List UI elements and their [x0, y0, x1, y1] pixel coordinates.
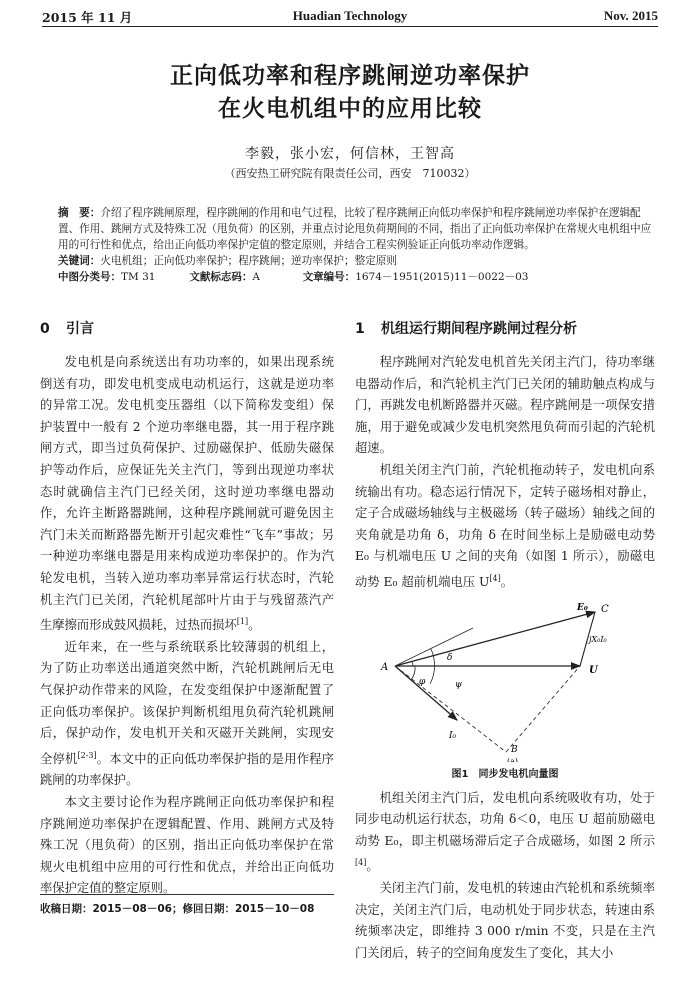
label-jxi: jX₀I₀: [589, 634, 607, 644]
section-1-title: 机组运行期间程序跳闸过程分析: [381, 321, 577, 337]
left-column: [40, 318, 334, 900]
section-0-number: 0: [40, 321, 50, 337]
e0-vector: [395, 612, 595, 666]
paper-title: [40, 60, 660, 126]
keywords-text: 火电机组；正向低功率保护；程序跳闸；逆功率保护；整定原则: [100, 255, 397, 267]
section-0-title: 引言: [66, 321, 94, 337]
running-header: [42, 6, 658, 26]
section-1-paragraph-2: [355, 460, 655, 594]
intro-p2-end: 。本文中的正向低功率保护指的是用作程序跳闸的功率保护。: [40, 751, 334, 788]
keywords-label: 关键词：: [58, 255, 101, 267]
received-date-footnote: 收稿日期：2015－08－06；修回日期：2015－10－08: [40, 894, 334, 916]
abstract-block: [58, 205, 652, 285]
label-delta: δ: [447, 652, 453, 663]
label-psi: ψ: [455, 679, 463, 690]
citation: [2-3]: [77, 750, 97, 760]
label-e0: E₀: [577, 602, 588, 613]
section-1-paragraph-1: 程序跳闸对汽轮发电机首先关闭主汽门，待功率继电器动作后，和汽轮机主汽门已关闭的辅助触点构成与门，再跳发电机断路器并灭磁。程序跳闸是一项保安措施，用于避免或减少发电机突然甩负荷而引起的汽轮机超速。: [355, 355, 655, 456]
label-a: A: [381, 661, 389, 673]
intro-p1-end: 。: [248, 618, 261, 633]
section-0-heading: [40, 318, 334, 340]
label-u: U: [589, 664, 598, 676]
label-phi: φ: [419, 676, 426, 687]
section-1-number: 1: [355, 321, 365, 337]
section-1-paragraph-3: [355, 788, 655, 878]
label-b: B: [511, 744, 518, 755]
section-1-paragraph-4: 关闭主汽门前，发电机的转速由汽轮机和系统频率决定，关闭主汽门后，电动机处于同步状态，转速由系统频率决定，即维持 3 000 r/min 不变，只是在主汽门关闭后，转子的空间角度发生了变化，其大小: [355, 881, 655, 960]
header-date: 2015 年 11 月: [42, 10, 133, 25]
citation: [1]: [236, 617, 249, 627]
header-date-en: Nov. 2015: [603, 8, 658, 23]
classification-line: [58, 269, 652, 285]
citation: [4]: [355, 858, 367, 868]
title-line-2: 在火电机组中的应用比较: [218, 96, 482, 122]
intro-paragraph-1: [40, 352, 334, 637]
affiliation: （西安热工研究院有限责任公司，西安 710032）: [224, 167, 476, 180]
keywords: [58, 253, 652, 269]
figure-1-phasor-diagram: [355, 602, 655, 762]
right-column: [355, 318, 655, 964]
authors: 李毅，张小宏，何信林，王智高: [245, 146, 455, 162]
dashed-line-bu: [506, 666, 580, 752]
header-journal: Huadian Technology: [292, 8, 408, 23]
i0-vector: [395, 666, 457, 720]
label-c: C: [601, 603, 609, 615]
s1-p3-end: 。: [366, 859, 379, 874]
intro-paragraph-2: [40, 637, 334, 792]
sub-label: (a): [507, 756, 519, 762]
clc-value: TM 31: [121, 271, 156, 283]
label-i0: I₀: [449, 730, 457, 741]
intro-p2-text: 近年来，在一些与系统联系比较薄弱的机组上，为了防止功率送出通道突然中断，汽轮机跳闸后无电气保护动作带来的风险，在发变组保护中逐渐配置了正向低功率保护。该保护判断机组甩负荷汽轮机跳闸后，保护动作，发电机开关和灭磁开关跳闸，实现安全停机: [40, 639, 334, 766]
s1-p3-text: 机组关闭主汽门后，发电机向系统吸收有功，处于同步电动机运行状态，功角 δ＜0，电压 U 超前励磁电动势 E₀，即主机磁场滞后定子合成磁场，如图 2 所示: [355, 790, 655, 848]
intro-paragraph-3: 本文主要讨论作为程序跳闸正向低功率保护和程序跳闸逆功率保护在逻辑配置、作用、跳闸方式及特殊工况（甩负荷）的区别，指出正向低功率保护在常规火电机组中应用的可行性和优点，并给出正向低功率保护定值的整定原则。: [40, 795, 334, 896]
clc-label: 中图分类号：: [58, 271, 121, 283]
citation: [4]: [489, 573, 501, 583]
doc-code-value: A: [252, 271, 260, 283]
section-1-heading: [355, 318, 655, 340]
s1-p2-text: 机组关闭主汽门前，汽轮机拖动转子，发电机向系统输出有功。稳态运行情况下，定转子磁场相对静止，定子合成磁场轴线与主极磁场（转子磁场）轴线之间的夹角就是功角 δ，功角 δ 在时间坐标上是励磁电动势 E₀ 与机端电压 U 之间的夹角（如图 1 所示），励磁电动势 E₀ 超前机端电压 U: [355, 462, 655, 590]
s1-p2-end: 。: [500, 575, 514, 590]
article-no-label: 文章编号：: [302, 271, 356, 283]
header-rule: [42, 26, 658, 27]
phasor-diagram-svg: [355, 602, 655, 762]
doc-code-label: 文献标志码：: [189, 271, 253, 283]
abstract-text: 介绍了程序跳闸原理，程序跳闸的作用和电气过程，比较了程序跳闸正向低功率保护和程序跳闸逆功率保护在逻辑配置、作用、跳闸方式及特殊工况（甩负荷）的区别，并重点讨论甩负荷期间的不同，指出了正向低功率保护在常规火电机组中应用的可行性和优点，给出正向低功率保护定值的整定原则，并结合工程实例验证正向低功率动作逻辑。: [58, 207, 652, 251]
title-line-1: 正向低功率和程序跳闸逆功率保护: [170, 63, 530, 89]
figure-1-caption: 图1 同步发电机向量图: [451, 768, 559, 780]
phi-arc: [411, 666, 415, 680]
abstract: [58, 205, 652, 253]
intro-p1-text: 发电机是向系统送出有功功率的，如果出现系统倒送有功，即发电机变成电动机运行，这就是逆功率的异常工况。发电机变压器组（以下简称发变组）保护装置中一般有 2 个逆功率继电器，其一用于程序跳闸方式，即当过负荷保护、过励磁保护、低励失磁保护等动作后，应保证先关主汽门，等到出现逆功率状态时就确信主汽门已经关闭，这时逆功率继电器动作，允许主断路器跳闸，这种程序跳闸就可避免因主汽门未关而断路器先断开引起灾难性“飞车”事故；另一种逆功率继电器是用来构成逆功率保护的。作为汽轮发电机，当转入逆功率功率异常运行状态时，汽轮机主汽门已关闭，汽轮机尾部叶片由于与残留蒸汽产生摩擦而形成鼓风损耗，过热而损坏: [40, 355, 334, 633]
article-no-value: 1674－1951(2015)11－0022－03: [355, 271, 529, 283]
abstract-label: 摘 要：: [58, 207, 101, 219]
